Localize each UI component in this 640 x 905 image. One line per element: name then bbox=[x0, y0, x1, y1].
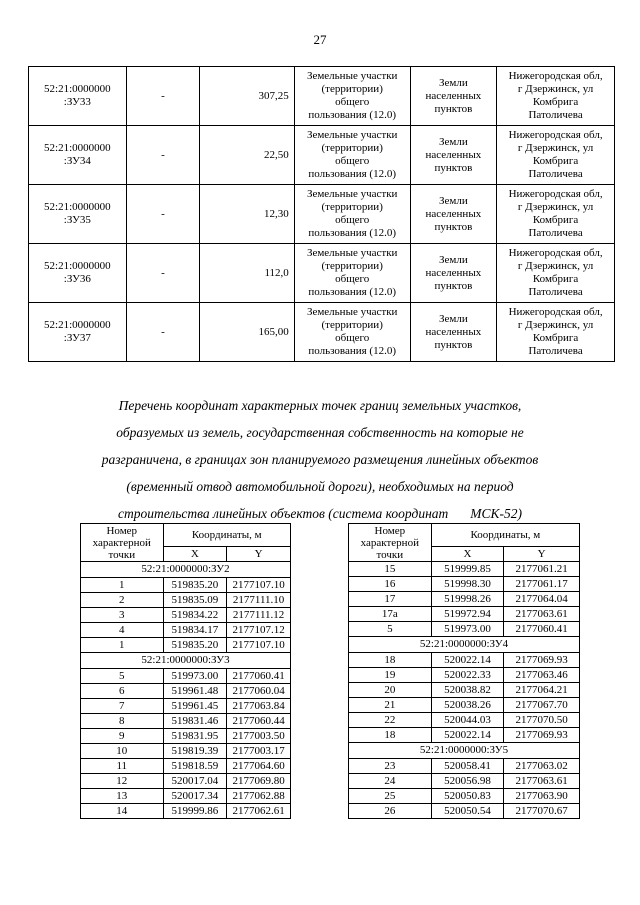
y-coordinate-cell: 2177003.17 bbox=[227, 744, 291, 759]
land-category-line: Земли bbox=[439, 76, 468, 89]
y-coordinate-cell: 2177062.61 bbox=[227, 804, 291, 819]
area-cell: 22,50 bbox=[200, 126, 295, 185]
area-cell: 12,30 bbox=[200, 185, 295, 244]
address-cell bbox=[497, 185, 615, 244]
land-use-cell bbox=[294, 244, 410, 303]
x-coordinate-cell: 520038.82 bbox=[431, 683, 504, 698]
x-coordinate-cell: 519819.39 bbox=[163, 744, 227, 759]
address-line: Патоличева bbox=[528, 345, 583, 357]
cadastral-number-cell bbox=[29, 244, 127, 303]
coordinate-row bbox=[81, 729, 291, 744]
coordinates-table-right bbox=[348, 523, 580, 819]
point-number-cell: 18 bbox=[349, 653, 432, 668]
x-coordinate-cell: 519999.85 bbox=[431, 562, 504, 577]
y-coordinate-cell: 2177107.10 bbox=[227, 578, 291, 593]
land-use-line: (территории) bbox=[321, 201, 383, 213]
x-coordinate-cell: 519835.20 bbox=[163, 638, 227, 653]
land-category-line: Земли bbox=[439, 135, 468, 148]
y-coordinate-cell: 2177061.21 bbox=[504, 562, 580, 577]
address-cell bbox=[497, 67, 615, 126]
coordinate-row bbox=[349, 774, 580, 789]
land-use-line: Земельные участки bbox=[306, 306, 398, 318]
coordinates-table-left bbox=[80, 523, 291, 819]
cadastral-number-line: :ЗУ35 bbox=[63, 214, 91, 226]
land-plot-row bbox=[29, 244, 615, 303]
point-number-cell: 15 bbox=[349, 562, 432, 577]
y-header: Y bbox=[227, 547, 291, 562]
y-coordinate-cell: 2177111.12 bbox=[227, 608, 291, 623]
address-line: Нижегородская обл, bbox=[508, 247, 603, 259]
cadastral-number-line: 52:21:0000000 bbox=[44, 319, 111, 331]
caption-line: Перечень координат характерных точек границ земельных участков, bbox=[118, 398, 522, 413]
x-coordinate-cell: 519835.20 bbox=[163, 578, 227, 593]
plot-group-row bbox=[349, 743, 580, 759]
plot-group-row bbox=[349, 637, 580, 653]
land-use-line: общего bbox=[335, 96, 370, 108]
land-category-cell bbox=[410, 126, 497, 185]
address-line: Нижегородская обл, bbox=[508, 129, 603, 141]
land-plot-row bbox=[29, 303, 615, 362]
coordinate-row bbox=[349, 577, 580, 592]
cadastral-number-line: 52:21:0000000 bbox=[44, 142, 111, 154]
y-coordinate-cell: 2177063.46 bbox=[504, 668, 580, 683]
x-coordinate-cell: 519961.48 bbox=[163, 684, 227, 699]
address-line: г Дзержинск, ул bbox=[517, 319, 594, 331]
point-number-cell: 7 bbox=[81, 699, 164, 714]
y-coordinate-cell: 2177063.61 bbox=[504, 607, 580, 622]
land-category-line: населенных bbox=[425, 207, 482, 220]
point-number-cell: 5 bbox=[349, 622, 432, 637]
point-number-cell: 11 bbox=[81, 759, 164, 774]
y-coordinate-cell: 2177107.12 bbox=[227, 623, 291, 638]
land-category-line: населенных bbox=[425, 148, 482, 161]
y-coordinate-cell: 2177069.80 bbox=[227, 774, 291, 789]
coordinate-row bbox=[81, 608, 291, 623]
address-line: г Дзержинск, ул bbox=[517, 142, 594, 154]
land-category-line: пунктов bbox=[434, 279, 473, 292]
dash-cell: - bbox=[126, 244, 200, 303]
y-coordinate-cell: 2177069.93 bbox=[504, 653, 580, 668]
x-coordinate-cell: 519831.46 bbox=[163, 714, 227, 729]
x-coordinate-cell: 519818.59 bbox=[163, 759, 227, 774]
cadastral-number-line: 52:21:0000000 bbox=[44, 83, 111, 95]
coordinate-row bbox=[81, 744, 291, 759]
y-coordinate-cell: 2177063.02 bbox=[504, 759, 580, 774]
y-coordinate-cell: 2177064.60 bbox=[227, 759, 291, 774]
y-coordinate-cell: 2177062.88 bbox=[227, 789, 291, 804]
point-number-cell: 20 bbox=[349, 683, 432, 698]
coordinate-row bbox=[81, 638, 291, 653]
point-number-cell: 14 bbox=[81, 804, 164, 819]
land-category-cell bbox=[410, 185, 497, 244]
page-number: 27 bbox=[313, 32, 327, 47]
land-category-line: пунктов bbox=[434, 220, 473, 233]
land-plot-row bbox=[29, 185, 615, 244]
y-coordinate-cell: 2177070.67 bbox=[504, 804, 580, 819]
land-plot-row bbox=[29, 67, 615, 126]
y-coordinate-cell: 2177067.70 bbox=[504, 698, 580, 713]
x-coordinate-cell: 520017.04 bbox=[163, 774, 227, 789]
x-coordinate-cell: 519834.17 bbox=[163, 623, 227, 638]
point-number-cell: 2 bbox=[81, 593, 164, 608]
coordinate-row bbox=[81, 804, 291, 819]
address-line: Комбрига bbox=[532, 273, 579, 285]
x-coordinate-cell: 520058.41 bbox=[431, 759, 504, 774]
point-number-cell: 17a bbox=[349, 607, 432, 622]
coordinate-row bbox=[81, 699, 291, 714]
land-category-cell bbox=[410, 303, 497, 362]
x-coordinate-cell: 519973.00 bbox=[431, 622, 504, 637]
point-number-cell: 26 bbox=[349, 804, 432, 819]
y-coordinate-cell: 2177064.21 bbox=[504, 683, 580, 698]
y-coordinate-cell: 2177003.50 bbox=[227, 729, 291, 744]
caption-line: (временный отвод автомобильной дороги), необходимых на период bbox=[126, 479, 514, 494]
land-use-line: Земельные участки bbox=[306, 247, 398, 259]
address-line: Комбрига bbox=[532, 96, 579, 108]
coordinate-row bbox=[81, 684, 291, 699]
dash-cell: - bbox=[126, 126, 200, 185]
land-use-cell bbox=[294, 126, 410, 185]
point-number-cell: 1 bbox=[81, 578, 164, 593]
land-plots-table bbox=[28, 66, 615, 362]
coordinate-row bbox=[349, 804, 580, 819]
land-use-line: пользования (12.0) bbox=[308, 345, 396, 357]
coordinate-row bbox=[81, 714, 291, 729]
x-coordinate-cell: 519961.45 bbox=[163, 699, 227, 714]
point-number-header bbox=[81, 524, 164, 562]
address-line: Патоличева bbox=[528, 227, 583, 239]
coordinates-header: Координаты, м bbox=[163, 524, 290, 547]
area-cell: 165,00 bbox=[200, 303, 295, 362]
y-coordinate-cell: 2177061.17 bbox=[504, 577, 580, 592]
x-coordinate-cell: 520038.26 bbox=[431, 698, 504, 713]
land-use-line: (территории) bbox=[321, 319, 383, 331]
coordinate-row bbox=[349, 653, 580, 668]
address-line: Нижегородская обл, bbox=[508, 306, 603, 318]
land-use-line: (территории) bbox=[321, 142, 383, 154]
x-coordinate-cell: 519973.00 bbox=[163, 669, 227, 684]
land-use-line: (территории) bbox=[321, 83, 383, 95]
cadastral-number-line: 52:21:0000000 bbox=[44, 201, 111, 213]
cadastral-number-line: 52:21:0000000 bbox=[44, 260, 111, 272]
coordinate-row bbox=[81, 623, 291, 638]
header-line: характерной bbox=[92, 536, 151, 549]
point-number-cell: 17 bbox=[349, 592, 432, 607]
land-category-line: населенных bbox=[425, 266, 482, 279]
land-category-line: Земли bbox=[439, 312, 468, 325]
coordinate-row bbox=[349, 759, 580, 774]
coordinate-row bbox=[349, 698, 580, 713]
point-number-cell: 9 bbox=[81, 729, 164, 744]
land-use-line: общего bbox=[335, 214, 370, 226]
cadastral-number-cell bbox=[29, 126, 127, 185]
x-coordinate-cell: 519835.09 bbox=[163, 593, 227, 608]
x-coordinate-cell: 520022.14 bbox=[431, 653, 504, 668]
cadastral-number-line: :ЗУ37 bbox=[63, 332, 91, 344]
land-category-cell bbox=[410, 67, 497, 126]
coordinate-row bbox=[349, 622, 580, 637]
x-coordinate-cell: 519834.22 bbox=[163, 608, 227, 623]
dash-cell: - bbox=[126, 303, 200, 362]
area-cell: 112,0 bbox=[200, 244, 295, 303]
dash-cell: - bbox=[126, 67, 200, 126]
x-coordinate-cell: 519831.95 bbox=[163, 729, 227, 744]
land-category-line: населенных bbox=[425, 325, 482, 338]
x-coordinate-cell: 520050.83 bbox=[431, 789, 504, 804]
land-category-cell bbox=[410, 244, 497, 303]
x-coordinate-cell: 519972.94 bbox=[431, 607, 504, 622]
cadastral-number-line: :ЗУ36 bbox=[63, 273, 91, 285]
land-use-line: общего bbox=[335, 332, 370, 344]
x-coordinate-cell: 519999.86 bbox=[163, 804, 227, 819]
y-coordinate-cell: 2177060.44 bbox=[227, 714, 291, 729]
land-use-line: Земельные участки bbox=[306, 188, 398, 200]
land-use-line: (территории) bbox=[321, 260, 383, 272]
coordinate-row bbox=[349, 683, 580, 698]
point-number-cell: 25 bbox=[349, 789, 432, 804]
land-category-line: населенных bbox=[425, 89, 482, 102]
address-line: г Дзержинск, ул bbox=[517, 201, 594, 213]
land-use-line: Земельные участки bbox=[306, 129, 398, 141]
cadastral-number-cell bbox=[29, 185, 127, 244]
land-category-line: пунктов bbox=[434, 161, 473, 174]
point-number-cell: 19 bbox=[349, 668, 432, 683]
y-coordinate-cell: 2177070.50 bbox=[504, 713, 580, 728]
dash-cell: - bbox=[126, 185, 200, 244]
land-use-line: пользования (12.0) bbox=[308, 168, 396, 180]
address-line: Нижегородская обл, bbox=[508, 188, 603, 200]
point-number-header bbox=[349, 524, 432, 562]
plot-group-row bbox=[81, 562, 291, 578]
plot-group-label: 52:21:0000000:ЗУ2 bbox=[81, 562, 291, 578]
land-category-line: пунктов bbox=[434, 102, 473, 115]
y-coordinate-cell: 2177060.04 bbox=[227, 684, 291, 699]
cadastral-number-cell bbox=[29, 67, 127, 126]
caption-line: разграничена, в границах зон планируемого размещения линейных объектов bbox=[101, 452, 539, 467]
header-line: точки bbox=[108, 548, 136, 561]
cadastral-number-line: :ЗУ34 bbox=[63, 155, 91, 167]
point-number-cell: 18 bbox=[349, 728, 432, 743]
coordinate-row bbox=[349, 713, 580, 728]
land-use-line: общего bbox=[335, 155, 370, 167]
point-number-cell: 24 bbox=[349, 774, 432, 789]
coordinate-row bbox=[349, 789, 580, 804]
coordinate-row bbox=[81, 578, 291, 593]
y-coordinate-cell: 2177069.93 bbox=[504, 728, 580, 743]
land-category-line: Земли bbox=[439, 253, 468, 266]
y-coordinate-cell: 2177107.10 bbox=[227, 638, 291, 653]
x-coordinate-cell: 519998.30 bbox=[431, 577, 504, 592]
y-coordinate-cell: 2177060.41 bbox=[504, 622, 580, 637]
caption-line: образуемых из земель, государственная собственность на которые не bbox=[116, 425, 524, 440]
coordinate-row bbox=[81, 593, 291, 608]
land-category-line: пунктов bbox=[434, 338, 473, 351]
y-coordinate-cell: 2177060.41 bbox=[227, 669, 291, 684]
y-coordinate-cell: 2177063.61 bbox=[504, 774, 580, 789]
point-number-cell: 6 bbox=[81, 684, 164, 699]
point-number-cell: 13 bbox=[81, 789, 164, 804]
address-line: Комбрига bbox=[532, 155, 579, 167]
cadastral-number-line: :ЗУ33 bbox=[63, 96, 91, 108]
y-coordinate-cell: 2177063.84 bbox=[227, 699, 291, 714]
address-line: Нижегородская обл, bbox=[508, 70, 603, 82]
point-number-cell: 21 bbox=[349, 698, 432, 713]
x-header: X bbox=[431, 547, 504, 562]
plot-group-label: 52:21:0000000:ЗУ3 bbox=[81, 653, 291, 669]
address-line: Комбрига bbox=[532, 214, 579, 226]
header-line: Номер bbox=[106, 524, 138, 537]
point-number-cell: 23 bbox=[349, 759, 432, 774]
point-number-cell: 3 bbox=[81, 608, 164, 623]
address-line: Комбрига bbox=[532, 332, 579, 344]
x-coordinate-cell: 520050.54 bbox=[431, 804, 504, 819]
land-category-line: Земли bbox=[439, 194, 468, 207]
coordinate-row bbox=[81, 759, 291, 774]
coordinates-header: Координаты, м bbox=[431, 524, 579, 547]
x-coordinate-cell: 520017.34 bbox=[163, 789, 227, 804]
x-header: X bbox=[163, 547, 227, 562]
y-coordinate-cell: 2177063.90 bbox=[504, 789, 580, 804]
area-cell: 307,25 bbox=[200, 67, 295, 126]
address-cell bbox=[497, 303, 615, 362]
point-number-cell: 5 bbox=[81, 669, 164, 684]
point-number-cell: 8 bbox=[81, 714, 164, 729]
x-coordinate-cell: 520022.14 bbox=[431, 728, 504, 743]
land-use-cell bbox=[294, 67, 410, 126]
point-number-cell: 10 bbox=[81, 744, 164, 759]
address-line: Патоличева bbox=[528, 286, 583, 298]
coordinate-row bbox=[349, 592, 580, 607]
coordinate-row bbox=[349, 728, 580, 743]
point-number-cell: 4 bbox=[81, 623, 164, 638]
cadastral-number-cell bbox=[29, 303, 127, 362]
x-coordinate-cell: 520022.33 bbox=[431, 668, 504, 683]
point-number-cell: 1 bbox=[81, 638, 164, 653]
land-plot-row bbox=[29, 126, 615, 185]
header-line: точки bbox=[376, 548, 404, 561]
caption-text: МСК-52) bbox=[470, 506, 522, 521]
y-coordinate-cell: 2177064.04 bbox=[504, 592, 580, 607]
coordinate-row bbox=[81, 789, 291, 804]
coordinate-row bbox=[81, 669, 291, 684]
coordinate-row bbox=[349, 562, 580, 577]
coordinates-caption bbox=[20, 392, 620, 527]
address-cell bbox=[497, 244, 615, 303]
address-line: г Дзержинск, ул bbox=[517, 260, 594, 272]
plot-group-row bbox=[81, 653, 291, 669]
address-line: Патоличева bbox=[528, 109, 583, 121]
x-coordinate-cell: 520044.03 bbox=[431, 713, 504, 728]
address-line: Патоличева bbox=[528, 168, 583, 180]
x-coordinate-cell: 519998.26 bbox=[431, 592, 504, 607]
header-line: характерной bbox=[360, 536, 419, 549]
land-use-line: Земельные участки bbox=[306, 70, 398, 82]
land-use-cell bbox=[294, 185, 410, 244]
x-coordinate-cell: 520056.98 bbox=[431, 774, 504, 789]
address-line: г Дзержинск, ул bbox=[517, 83, 594, 95]
coordinate-row bbox=[349, 607, 580, 622]
caption-text: строительства линейных объектов (система координат bbox=[118, 506, 449, 521]
header-line: Номер bbox=[374, 524, 406, 537]
plot-group-label: 52:21:0000000:ЗУ5 bbox=[349, 743, 580, 759]
point-number-cell: 22 bbox=[349, 713, 432, 728]
coordinate-row bbox=[349, 668, 580, 683]
y-coordinate-cell: 2177111.10 bbox=[227, 593, 291, 608]
point-number-cell: 12 bbox=[81, 774, 164, 789]
land-use-line: общего bbox=[335, 273, 370, 285]
address-cell bbox=[497, 126, 615, 185]
land-use-line: пользования (12.0) bbox=[308, 286, 396, 298]
land-use-cell bbox=[294, 303, 410, 362]
plot-group-label: 52:21:0000000:ЗУ4 bbox=[349, 637, 580, 653]
land-use-line: пользования (12.0) bbox=[308, 109, 396, 121]
y-header: Y bbox=[504, 547, 580, 562]
land-use-line: пользования (12.0) bbox=[308, 227, 396, 239]
coordinate-row bbox=[81, 774, 291, 789]
point-number-cell: 16 bbox=[349, 577, 432, 592]
